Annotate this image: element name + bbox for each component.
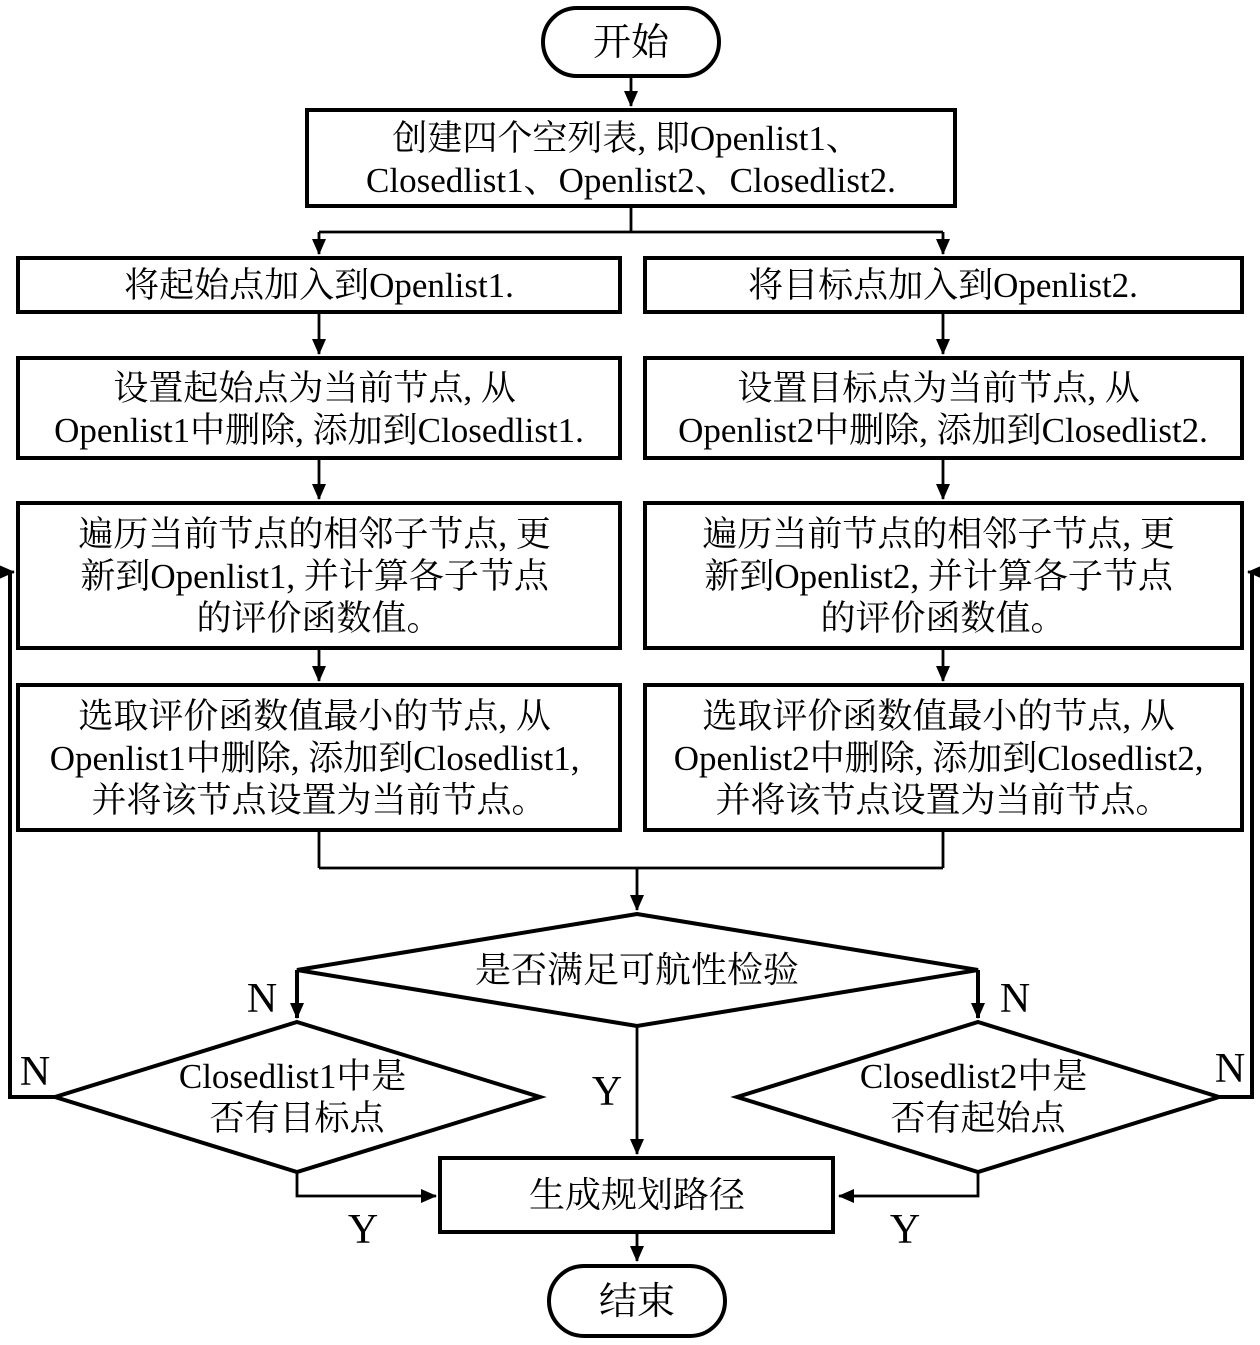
nav-no-right-label: N [999,976,1031,1022]
connector-select-merge [319,830,943,868]
traverse2-label: 遍历当前节点的相邻子节点, 更 新到Openlist2, 并计算各子节点 的评价函数值。 [702,515,1175,638]
nav-yes-label: Y [591,1069,623,1115]
generate-path-label: 生成规划路径 [528,1175,746,1215]
set-start-current-label: 设置起始点为当前节点, 从 Openlist1中删除, 添加到Closedlist1. [54,369,584,450]
closedlist1-check-label: Closedlist1中是 否有目标点 [178,1057,407,1138]
arrow-closedlist1-yes-to-generate [297,1172,436,1196]
set-goal-current-label: 设置目标点为当前节点, 从 Openlist2中删除, 添加到Closedlist2. [678,369,1208,450]
add-goal-label: 将目标点加入到Openlist2. [748,266,1138,305]
closedlist1-no-label: N [19,1049,51,1095]
loop-closedlist2-no [1219,572,1252,1097]
nav-check-label: 是否满足可航性检验 [474,950,800,990]
loop-closedlist1-no [10,572,55,1097]
end-terminal-label: 结束 [598,1281,676,1323]
start-terminal-label: 开始 [592,22,670,64]
select1-label: 选取评价函数值最小的节点, 从 Openlist1中删除, 添加到Closedlist1, 并将该节点设置为当前节点。 [49,697,580,820]
closedlist1-yes-label: Y [347,1207,379,1253]
closedlist2-check-label: Closedlist2中是 否有起始点 [859,1057,1088,1138]
create-lists-label: 创建四个空列表, 即Openlist1、 Closedlist1、Openlist2、Closedlist2. [366,119,896,200]
closedlist2-no-label: N [1214,1046,1246,1092]
closedlist1-check-diamond [55,1022,540,1172]
connector-create-split [319,206,943,232]
nav-no-left-label: N [246,976,278,1022]
traverse1-label: 遍历当前节点的相邻子节点, 更 新到Openlist1, 并计算各子节点 的评价函数值。 [78,515,551,638]
add-start-label: 将起始点加入到Openlist1. [124,266,514,305]
arrow-closedlist2-yes-to-generate [839,1172,978,1196]
select2-label: 选取评价函数值最小的节点, 从 Openlist2中删除, 添加到Closedlist2, 并将该节点设置为当前节点。 [673,697,1204,820]
closedlist2-yes-label: Y [889,1207,921,1253]
closedlist2-check-diamond [737,1022,1219,1172]
